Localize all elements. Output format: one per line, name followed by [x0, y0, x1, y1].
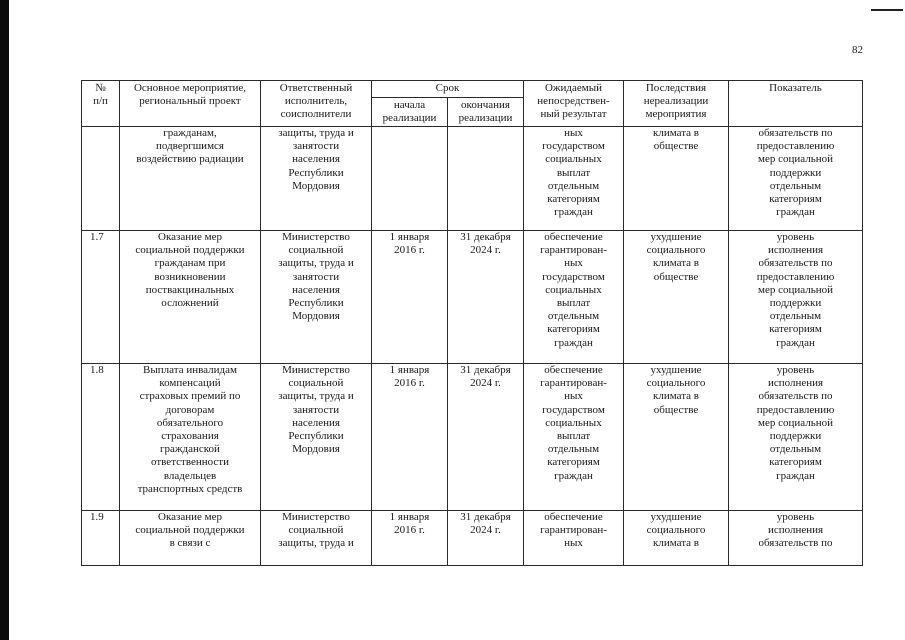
header-consequences: Последствия нереализации мероприятия — [624, 81, 729, 127]
row-activity: Оказание мер социальной поддержки гражданам при возникновении поствакцинальных осложнений — [120, 231, 261, 364]
program-activities-table — [81, 80, 863, 566]
row-end: 31 декабря 2024 г. — [448, 364, 524, 511]
row-end: 31 декабря 2024 г. — [448, 231, 524, 364]
scan-corner-mark — [871, 9, 903, 11]
header-indicator: Показатель — [729, 81, 863, 127]
row-start — [372, 127, 448, 231]
table-row — [82, 364, 863, 511]
row-responsible: защиты, труда и занятости населения Республики Мордовия — [261, 127, 372, 231]
row-indicator: обязательств по предоставлению мер социальной поддержки отдельным категориям граждан — [729, 127, 863, 231]
row-indicator: уровень исполнения обязательств по предоставлению мер социальной поддержки отдельным категориям граждан — [729, 364, 863, 511]
row-activity: гражданам, подвергшимся воздействию радиации — [120, 127, 261, 231]
header-expected: Ожидаемый непосредствен- ный результат — [524, 81, 624, 127]
row-num: 1.9 — [82, 511, 120, 566]
header-term-end: окончания реализации — [448, 98, 524, 127]
table-row — [82, 231, 863, 364]
row-num: 1.8 — [82, 364, 120, 511]
row-expected: обеспечение гарантирован- ных государством социальных выплат отдельным категориям граждан — [524, 231, 624, 364]
row-expected: ных государством социальных выплат отдельным категориям граждан — [524, 127, 624, 231]
row-indicator: уровень исполнения обязательств по — [729, 511, 863, 566]
page-number: 82 — [852, 44, 863, 56]
row-end: 31 декабря 2024 г. — [448, 511, 524, 566]
header-term: Срок — [372, 81, 524, 98]
row-activity: Выплата инвалидам компенсаций страховых премий по договорам обязательного страхования гражданской ответственности владельцев транспортных средств — [120, 364, 261, 511]
row-start: 1 января 2016 г. — [372, 364, 448, 511]
scan-edge-bar — [0, 0, 9, 640]
row-consequences: ухудшение социального климата в обществе — [624, 231, 729, 364]
table-row — [82, 511, 863, 566]
row-end — [448, 127, 524, 231]
row-start: 1 января 2016 г. — [372, 511, 448, 566]
row-responsible: Министерство социальной защиты, труда и — [261, 511, 372, 566]
row-consequences: ухудшение социального климата в — [624, 511, 729, 566]
row-indicator: уровень исполнения обязательств по предоставлению мер социальной поддержки отдельным категориям граждан — [729, 231, 863, 364]
header-num: № п/п — [82, 81, 120, 127]
header-responsible: Ответственный исполнитель, соисполнители — [261, 81, 372, 127]
row-expected: обеспечение гарантирован- ных — [524, 511, 624, 566]
row-consequences: ухудшение социального климата в обществе — [624, 364, 729, 511]
row-expected: обеспечение гарантирован- ных государством социальных выплат отдельным категориям граждан — [524, 364, 624, 511]
row-start: 1 января 2016 г. — [372, 231, 448, 364]
header-term-start: начала реализации — [372, 98, 448, 127]
row-activity: Оказание мер социальной поддержки в связи с — [120, 511, 261, 566]
table-row — [82, 127, 863, 231]
row-num: 1.7 — [82, 231, 120, 364]
row-responsible: Министерство социальной защиты, труда и занятости населения Республики Мордовия — [261, 231, 372, 364]
row-responsible: Министерство социальной защиты, труда и занятости населения Республики Мордовия — [261, 364, 372, 511]
header-activity: Основное мероприятие, региональный проект — [120, 81, 261, 127]
row-num — [82, 127, 120, 231]
row-consequences: климата в обществе — [624, 127, 729, 231]
